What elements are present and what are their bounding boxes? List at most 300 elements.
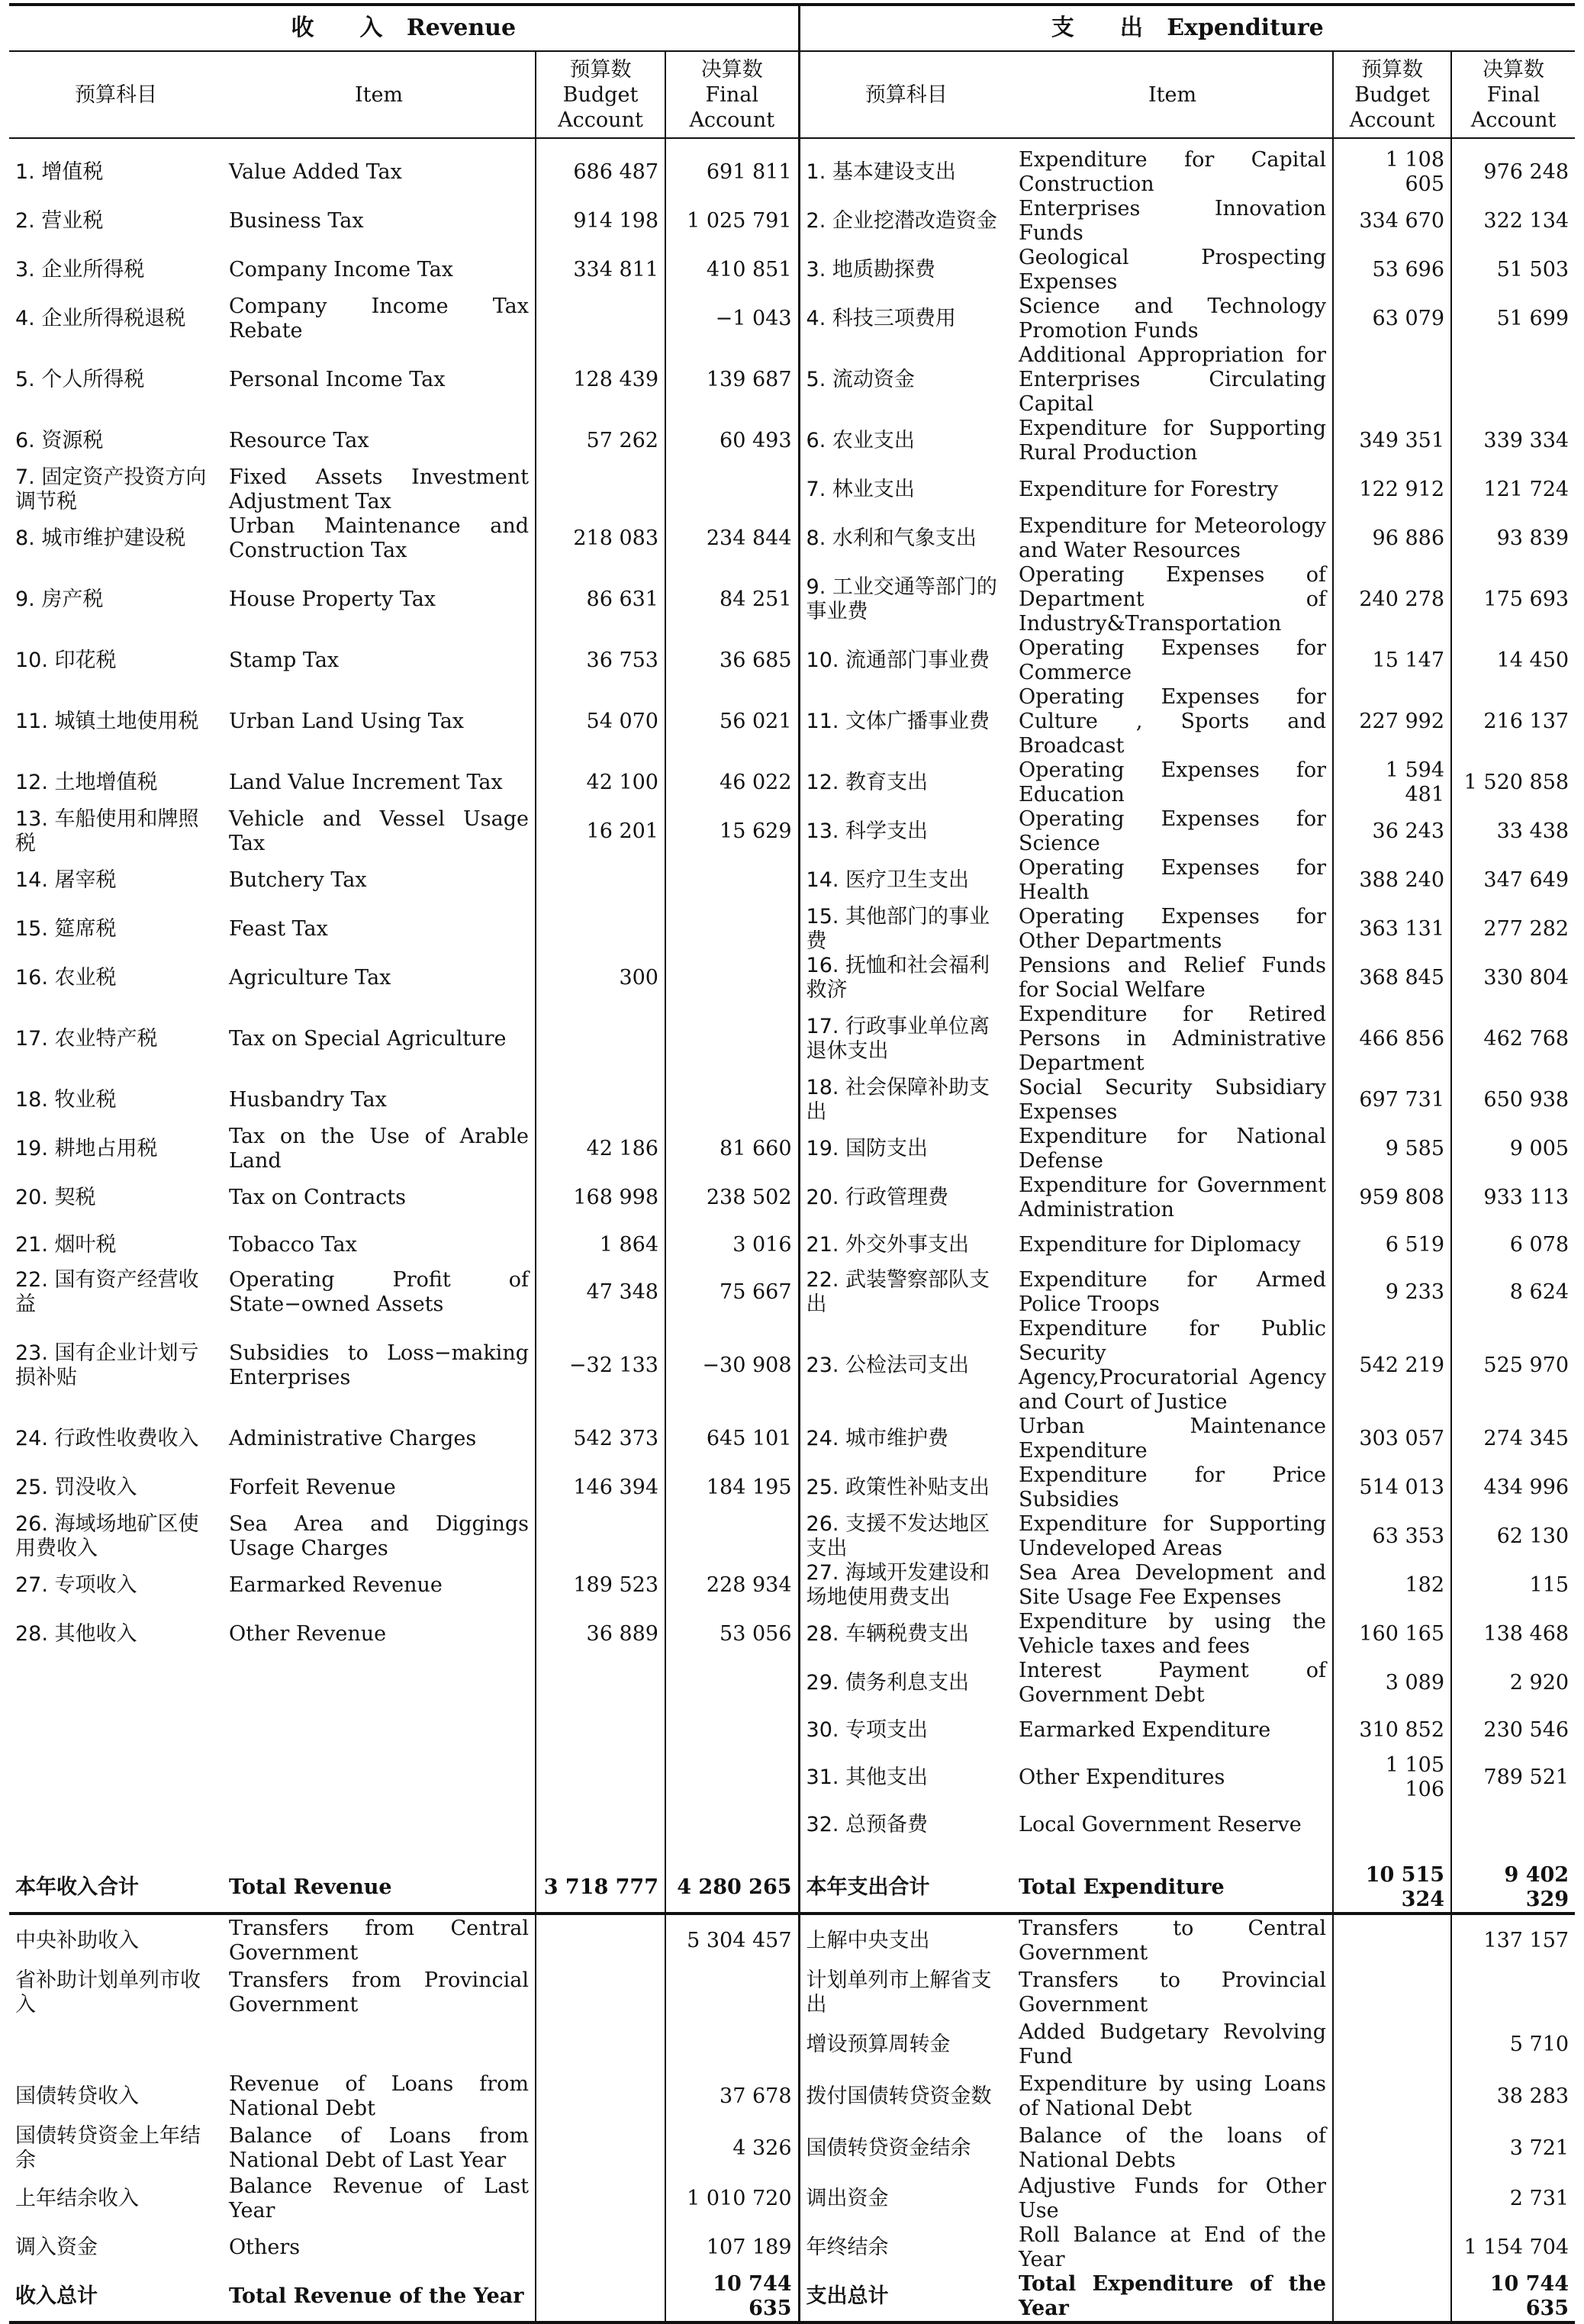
revenue-item-en: Tobacco Tax (223, 1222, 536, 1268)
expenditure-budget: 6 519 (1333, 1222, 1451, 1268)
revenue-budget: 16 201 (536, 807, 665, 856)
expenditure-budget: 227 992 (1333, 685, 1451, 758)
revenue-final: 238 502 (665, 1173, 799, 1222)
expenditure-item-en: Social Security Subsidiary Expenses (1013, 1076, 1333, 1125)
revenue-item-en: Total Revenue of the Year (223, 2272, 536, 2322)
revenue-budget: 36 753 (536, 636, 665, 685)
revenue-final: 107 189 (665, 2223, 799, 2272)
table-row (9, 1512, 1575, 1561)
revenue-final (665, 1003, 799, 1076)
exp-col-final-cn: 决算数 (1483, 57, 1545, 82)
revenue-budget: 47 348 (536, 1268, 665, 1317)
expenditure-final: 274 345 (1483, 1427, 1570, 1450)
column-header-row (9, 51, 1575, 138)
expenditure-item-en: Expenditure by using the Vehicle taxes and fees (1013, 1610, 1333, 1659)
expenditure-budget: 310 852 (1333, 1708, 1451, 1753)
rev-col-budget-en2: Account (558, 108, 643, 132)
revenue-budget: 42 186 (536, 1125, 665, 1173)
expenditure-final: 51 503 (1496, 258, 1570, 282)
revenue-budget: 54 070 (536, 685, 665, 758)
revenue-budget: 334 811 (536, 246, 665, 295)
revenue-item-cn (9, 1753, 223, 1802)
expenditure-item-en: Operating Expenses of Department of Industry&Transportation (1013, 563, 1333, 636)
expenditure-budget: 9 585 (1333, 1125, 1451, 1173)
expenditure-item-cn: 22. 武装警察部队支出 (806, 1268, 990, 1316)
expenditure-budget: 96 886 (1333, 514, 1451, 563)
revenue-item-en: Urban Maintenance and Construction Tax (223, 514, 536, 563)
rev-col-final-en1: Final (705, 82, 759, 107)
fiscal-table-page (9, 0, 1575, 2320)
expenditure-final: 462 768 (1483, 1027, 1570, 1051)
transfer-row (9, 1967, 1575, 2019)
expenditure-final: 976 248 (1483, 160, 1570, 184)
revenue-item-en: Total Revenue (223, 1863, 536, 1914)
revenue-final: 1 025 791 (665, 197, 799, 246)
revenue-item-cn: 收入总计 (9, 2272, 223, 2322)
table-row (9, 856, 1575, 905)
revenue-item-en (223, 1659, 536, 1708)
revenue-budget: 189 523 (536, 1561, 665, 1610)
expenditure-budget: 3 089 (1333, 1659, 1451, 1708)
revenue-final (665, 1076, 799, 1125)
revenue-budget: 86 631 (536, 563, 665, 636)
revenue-budget (536, 1003, 665, 1076)
expenditure-item-en: Balance of the loans of National Debts (1013, 2123, 1333, 2174)
exp-col-budget (1333, 51, 1451, 138)
exp-col-budget-en1: Budget (1354, 82, 1430, 107)
expenditure-item-cn: 上解中央支出 (806, 1929, 930, 1952)
revenue-final: 46 022 (665, 758, 799, 807)
table-row (9, 1708, 1575, 1753)
revenue-budget: 146 394 (536, 1463, 665, 1512)
revenue-budget (536, 2123, 665, 2174)
exp-col-budget-cn: 预算数 (1361, 57, 1424, 82)
revenue-item-cn: 27. 专项收入 (15, 1573, 137, 1597)
revenue-final: 5 304 457 (665, 1914, 799, 1967)
expenditure-item-en: Urban Maintenance Expenditure (1013, 1415, 1333, 1463)
expenditure-final: 339 334 (1483, 429, 1570, 452)
revenue-item-en: Operating Profit of State−owned Assets (223, 1268, 536, 1317)
exp-col-item-en: Item (1013, 51, 1333, 138)
table-row (9, 636, 1575, 685)
expenditure-item-en: Expenditure for Supporting Undeveloped Areas (1013, 1512, 1333, 1561)
revenue-budget: 57 262 (536, 417, 665, 465)
expenditure-final: 933 113 (1483, 1186, 1570, 1209)
revenue-item-cn: 13. 车船使用和牌照税 (15, 807, 199, 855)
revenue-item-en: Company Income Tax (223, 246, 536, 295)
expenditure-budget: 15 147 (1333, 636, 1451, 685)
revenue-item-cn: 26. 海域场地矿区使用费收入 (15, 1512, 199, 1560)
expenditure-final: 789 521 (1483, 1766, 1570, 1789)
revenue-item-cn: 11. 城镇土地使用税 (15, 710, 199, 733)
expenditure-item-en: Expenditure by using Loans of National Debt (1013, 2071, 1333, 2123)
expenditure-budget: 63 079 (1333, 295, 1451, 343)
revenue-item-en: Balance Revenue of Last Year (223, 2174, 536, 2223)
expenditure-item-cn: 31. 其他支出 (806, 1766, 929, 1789)
expenditure-item-cn: 调出资金 (806, 2187, 889, 2210)
expenditure-budget (1333, 2272, 1451, 2322)
revenue-item-cn: 28. 其他收入 (15, 1622, 137, 1646)
revenue-budget (536, 1967, 665, 2019)
revenue-item-en: Personal Income Tax (223, 343, 536, 417)
expenditure-item-cn: 28. 车辆税费支出 (806, 1622, 970, 1646)
expenditure-final: 3 721 (1509, 2136, 1570, 2160)
expenditure-item-en: Expenditure for Supporting Rural Production (1013, 417, 1333, 465)
table-row (9, 1003, 1575, 1076)
revenue-item-cn: 2. 营业税 (15, 209, 104, 233)
revenue-budget: 914 198 (536, 197, 665, 246)
expenditure-final: 93 839 (1496, 526, 1570, 550)
expenditure-item-cn: 21. 外交外事支出 (806, 1233, 970, 1257)
expenditure-budget (1333, 1802, 1451, 1863)
revenue-title-cn: 收 入 (291, 14, 383, 41)
expenditure-item-cn: 7. 林业支出 (806, 478, 915, 501)
revenue-item-en: Urban Land Using Tax (223, 685, 536, 758)
expenditure-item-en: Expenditure for Price Subsidies (1013, 1463, 1333, 1512)
revenue-item-en: Transfers from Central Government (223, 1914, 536, 1967)
revenue-final: −30 908 (665, 1317, 799, 1415)
revenue-item-cn: 国债转贷收入 (15, 2084, 139, 2108)
expenditure-final: 322 134 (1483, 209, 1570, 233)
revenue-item-en: Administrative Charges (223, 1415, 536, 1463)
revenue-item-cn (9, 1802, 223, 1863)
expenditure-final (1451, 1802, 1575, 1863)
exp-col-final-en2: Account (1470, 108, 1557, 132)
revenue-item-cn: 18. 牧业税 (15, 1088, 117, 1112)
revenue-budget: 168 998 (536, 1173, 665, 1222)
section-header-row (9, 5, 1575, 51)
table-row (9, 905, 1575, 954)
expenditure-budget (1333, 2223, 1451, 2272)
revenue-item-cn: 23. 国有企业计划亏损补贴 (15, 1341, 199, 1389)
expenditure-item-cn: 17. 行政事业单位离退休支出 (806, 1015, 990, 1063)
expenditure-item-cn: 27. 海域开发建设和场地使用费支出 (806, 1561, 990, 1609)
revenue-budget: 300 (536, 954, 665, 1003)
expenditure-item-en: Expenditure for Meteorology and Water Resources (1013, 514, 1333, 563)
expenditure-item-cn: 9. 工业交通等部门的事业费 (806, 575, 997, 623)
revenue-budget (536, 295, 665, 343)
revenue-item-cn: 省补助计划单列市收入 (15, 1968, 201, 2017)
revenue-item-cn: 19. 耕地占用税 (15, 1137, 158, 1160)
revenue-item-en (223, 1708, 536, 1753)
expenditure-item-en: Transfers to Provincial Government (1013, 1967, 1333, 2019)
revenue-item-cn: 7. 固定资产投资方向调节税 (15, 465, 207, 513)
revenue-item-en: Land Value Increment Tax (223, 758, 536, 807)
revenue-budget (536, 2019, 665, 2071)
expenditure-item-en: Operating Expenses for Commerce (1013, 636, 1333, 685)
revenue-final (665, 954, 799, 1003)
table-row (9, 1268, 1575, 1317)
revenue-item-cn: 4. 企业所得税退税 (15, 307, 186, 330)
revenue-item-en (223, 1802, 536, 1863)
revenue-item-en: Sea Area and Diggings Usage Charges (223, 1512, 536, 1561)
table-row (9, 246, 1575, 295)
expenditure-budget: 10 515 324 (1333, 1863, 1451, 1914)
revenue-item-en: House Property Tax (223, 563, 536, 636)
table-row (9, 1222, 1575, 1268)
revenue-item-cn: 15. 筵席税 (15, 917, 117, 941)
revenue-budget: 36 889 (536, 1610, 665, 1659)
table-row (9, 1561, 1575, 1610)
expenditure-item-en: Enterprises Innovation Funds (1013, 197, 1333, 246)
expenditure-item-cn: 本年支出合计 (799, 1863, 1013, 1914)
transfer-row (9, 2223, 1575, 2272)
revenue-item-en: Resource Tax (223, 417, 536, 465)
revenue-item-cn (9, 1708, 223, 1753)
rev-col-final-cn: 决算数 (700, 57, 763, 82)
expenditure-item-cn: 5. 流动资金 (806, 368, 915, 391)
expenditure-budget: 1 594 481 (1333, 758, 1451, 807)
expenditure-final: 51 699 (1496, 307, 1570, 330)
expenditure-item-en: Additional Appropriation for Enterprises Circulating Capital (1013, 343, 1333, 417)
transfer-row (9, 1914, 1575, 1967)
transfer-row (9, 2174, 1575, 2223)
expenditure-budget: 334 670 (1333, 197, 1451, 246)
revenue-budget: 218 083 (536, 514, 665, 563)
expenditure-final: 14 450 (1496, 649, 1570, 672)
expenditure-budget: 63 353 (1333, 1512, 1451, 1561)
revenue-item-cn: 本年收入合计 (9, 1863, 223, 1914)
revenue-item-cn: 3. 企业所得税 (15, 258, 145, 282)
revenue-final: 228 934 (665, 1561, 799, 1610)
expenditure-budget: 160 165 (1333, 1610, 1451, 1659)
rev-col-budget-cn: 预算数 (569, 57, 632, 82)
rev-col-item-en: Item (223, 51, 536, 138)
revenue-budget (536, 2174, 665, 2223)
expenditure-budget: 959 808 (1333, 1173, 1451, 1222)
revenue-final: 3 016 (665, 1222, 799, 1268)
revenue-item-cn: 24. 行政性收费收入 (15, 1427, 199, 1450)
revenue-budget (536, 1802, 665, 1863)
expenditure-item-en: Roll Balance at End of the Year (1013, 2223, 1333, 2272)
expenditure-section-header (799, 5, 1575, 51)
revenue-budget (536, 1753, 665, 1802)
revenue-item-en: Agriculture Tax (223, 954, 536, 1003)
revenue-final: −1 043 (665, 295, 799, 343)
expenditure-budget: 368 845 (1333, 954, 1451, 1003)
revenue-item-en: Company Income Tax Rebate (223, 295, 536, 343)
revenue-budget (536, 1914, 665, 1967)
revenue-item-en: Fixed Assets Investment Adjustment Tax (223, 465, 536, 514)
revenue-final: 4 280 265 (665, 1863, 799, 1914)
revenue-item-en: Tax on Contracts (223, 1173, 536, 1222)
expenditure-item-cn: 26. 支援不发达地区支出 (806, 1512, 990, 1560)
revenue-final: 84 251 (665, 563, 799, 636)
expenditure-final: 6 078 (1509, 1233, 1570, 1257)
revenue-final: 410 851 (665, 246, 799, 295)
revenue-final: 139 687 (665, 343, 799, 417)
expenditure-item-cn: 14. 医疗卫生支出 (806, 868, 970, 892)
expenditure-budget (1333, 2123, 1451, 2174)
revenue-item-cn: 5. 个人所得税 (15, 368, 145, 391)
expenditure-final: 277 282 (1483, 917, 1570, 941)
revenue-item-cn: 25. 罚没收入 (15, 1476, 137, 1499)
expenditure-budget: 122 912 (1333, 465, 1451, 514)
revenue-title-en: Revenue (406, 14, 517, 41)
expenditure-final: 33 438 (1496, 819, 1570, 843)
expenditure-budget: 697 731 (1333, 1076, 1451, 1125)
expenditure-item-cn: 计划单列市上解省支出 (806, 1968, 992, 2017)
revenue-item-en (223, 1753, 536, 1802)
revenue-item-cn: 1. 增值税 (15, 160, 104, 184)
revenue-final (665, 1802, 799, 1863)
revenue-item-en: Subsidies to Loss−making Enterprises (223, 1317, 536, 1415)
expenditure-item-en: Other Expenditures (1013, 1753, 1333, 1802)
revenue-budget (536, 465, 665, 514)
revenue-final: 36 685 (665, 636, 799, 685)
expenditure-item-cn: 国债转贷资金结余 (806, 2136, 971, 2160)
expenditure-budget: 36 243 (1333, 807, 1451, 856)
exp-col-final-en1: Final (1486, 82, 1541, 107)
revenue-item-en: Husbandry Tax (223, 1076, 536, 1125)
expenditure-item-cn: 年终结余 (806, 2235, 889, 2259)
table-row (9, 954, 1575, 1003)
revenue-final: 10 744 635 (665, 2272, 799, 2322)
rev-col-budget (536, 51, 665, 138)
expenditure-budget: 1 108 605 (1333, 138, 1451, 197)
expenditure-item-en: Operating Expenses for Culture , Sports and Broadcast (1013, 685, 1333, 758)
expenditure-item-en: Operating Expenses for Science (1013, 807, 1333, 856)
revenue-item-cn: 8. 城市维护建设税 (15, 526, 186, 550)
expenditure-budget (1333, 1967, 1451, 2019)
expenditure-item-cn: 18. 社会保障补助支出 (806, 1076, 990, 1124)
expenditure-item-en: Total Expenditure of the Year (1013, 2272, 1333, 2322)
expenditure-budget (1333, 343, 1451, 417)
expenditure-item-cn: 拨付国债转贷资金数 (806, 2084, 992, 2108)
transfer-row (9, 2123, 1575, 2174)
expenditure-item-cn: 2. 企业挖潜改造资金 (806, 209, 997, 233)
revenue-final: 37 678 (665, 2071, 799, 2123)
expenditure-budget (1333, 2019, 1451, 2071)
revenue-final: 645 101 (665, 1415, 799, 1463)
exp-col-item-cn: 预算科目 (799, 51, 1013, 138)
revenue-item-cn: 16. 农业税 (15, 966, 117, 990)
revenue-item-en: Transfers from Provincial Government (223, 1967, 536, 2019)
table-row (9, 343, 1575, 417)
revenue-final: 4 326 (665, 2123, 799, 2174)
expenditure-budget (1333, 2174, 1451, 2223)
revenue-item-en: Other Revenue (223, 1610, 536, 1659)
table-row (9, 295, 1575, 343)
expenditure-final: 38 283 (1496, 2084, 1570, 2108)
revenue-item-cn: 国债转贷资金上年结余 (15, 2124, 201, 2172)
expenditure-item-en: Expenditure for Government Administration (1013, 1173, 1333, 1222)
expenditure-item-en: Geological Prospecting Expenses (1013, 246, 1333, 295)
revenue-budget (536, 905, 665, 954)
revenue-item-en (223, 2019, 536, 2071)
expenditure-final: 1 520 858 (1463, 771, 1570, 794)
revenue-budget (536, 2071, 665, 2123)
expenditure-final: 9 005 (1509, 1137, 1570, 1160)
revenue-item-cn: 12. 土地增值税 (15, 771, 158, 794)
revenue-budget: 686 487 (536, 138, 665, 197)
expenditure-final: 1 154 704 (1463, 2235, 1570, 2259)
expenditure-title-en: Expenditure (1167, 14, 1324, 41)
expenditure-budget: 388 240 (1333, 856, 1451, 905)
expenditure-item-en: Expenditure for Armed Police Troops (1013, 1268, 1333, 1317)
expenditure-budget: 349 351 (1333, 417, 1451, 465)
revenue-final (665, 465, 799, 514)
revenue-final: 75 667 (665, 1268, 799, 1317)
revenue-item-cn: 中央补助收入 (15, 1929, 139, 1952)
expenditure-final: 434 996 (1483, 1476, 1570, 1499)
revenue-budget (536, 2223, 665, 2272)
expenditure-final: 121 724 (1483, 478, 1570, 501)
expenditure-item-en: Earmarked Expenditure (1013, 1708, 1333, 1753)
revenue-budget (536, 1076, 665, 1125)
revenue-final (665, 1967, 799, 2019)
revenue-budget: 42 100 (536, 758, 665, 807)
table-row (9, 197, 1575, 246)
expenditure-item-en: Total Expenditure (1013, 1863, 1333, 1914)
expenditure-item-cn: 20. 行政管理费 (806, 1186, 949, 1209)
expenditure-final: 347 649 (1483, 868, 1570, 892)
expenditure-item-en: Adjustive Funds for Other Use (1013, 2174, 1333, 2223)
revenue-item-cn (9, 2019, 223, 2071)
revenue-budget: 128 439 (536, 343, 665, 417)
expenditure-budget: 466 856 (1333, 1003, 1451, 1076)
expenditure-item-en: Expenditure for Public Security Agency,Procuratorial Agency and Court of Justice (1013, 1317, 1333, 1415)
expenditure-item-cn: 32. 总预备费 (806, 1813, 929, 1836)
table-row (9, 758, 1575, 807)
revenue-item-cn: 6. 资源税 (15, 429, 104, 452)
expenditure-budget: 303 057 (1333, 1415, 1451, 1463)
table-row (9, 1753, 1575, 1802)
rev-col-item-cn: 预算科目 (9, 51, 223, 138)
revenue-budget: 1 864 (536, 1222, 665, 1268)
revenue-final (665, 1512, 799, 1561)
exp-col-final (1451, 51, 1575, 138)
table-row (9, 1463, 1575, 1512)
expenditure-budget: 1 105 106 (1333, 1753, 1451, 1802)
revenue-item-en: Revenue of Loans from National Debt (223, 2071, 536, 2123)
revenue-final (665, 1753, 799, 1802)
expenditure-item-cn: 29. 债务利息支出 (806, 1671, 970, 1695)
expenditure-final: 216 137 (1483, 710, 1570, 733)
expenditure-item-en: Expenditure for Diplomacy (1013, 1222, 1333, 1268)
revenue-budget (536, 1708, 665, 1753)
expenditure-item-en: Operating Expenses for Health (1013, 856, 1333, 905)
expenditure-final: 650 938 (1483, 1088, 1570, 1112)
revenue-item-en: Feast Tax (223, 905, 536, 954)
expenditure-final: 9 402 329 (1451, 1863, 1575, 1914)
total-row (9, 1863, 1575, 1914)
revenue-item-en: Tax on the Use of Arable Land (223, 1125, 536, 1173)
revenue-item-cn: 14. 屠宰税 (15, 868, 117, 892)
revenue-section-header (9, 5, 799, 51)
expenditure-final: 137 157 (1483, 1929, 1570, 1952)
revenue-final: 81 660 (665, 1125, 799, 1173)
revenue-budget: −32 133 (536, 1317, 665, 1415)
expenditure-item-en: Operating Expenses for Education (1013, 758, 1333, 807)
expenditure-budget: 240 278 (1333, 563, 1451, 636)
expenditure-final: 2 920 (1509, 1671, 1570, 1695)
expenditure-final: 5 710 (1509, 2033, 1570, 2056)
expenditure-final (1451, 1967, 1575, 2019)
expenditure-final: 330 804 (1483, 966, 1570, 990)
expenditure-final: 62 130 (1496, 1524, 1570, 1548)
expenditure-item-cn: 19. 国防支出 (806, 1137, 929, 1160)
expenditure-item-cn: 3. 地质勘探费 (806, 258, 935, 282)
table-row (9, 1317, 1575, 1415)
expenditure-final: 2 731 (1509, 2187, 1570, 2210)
expenditure-item-en: Expenditure for Capital Construction (1013, 138, 1333, 197)
revenue-item-en: Forfeit Revenue (223, 1463, 536, 1512)
expenditure-item-cn: 6. 农业支出 (806, 429, 915, 452)
revenue-final: 15 629 (665, 807, 799, 856)
expenditure-title-cn: 支 出 (1051, 14, 1143, 41)
revenue-final (665, 1708, 799, 1753)
